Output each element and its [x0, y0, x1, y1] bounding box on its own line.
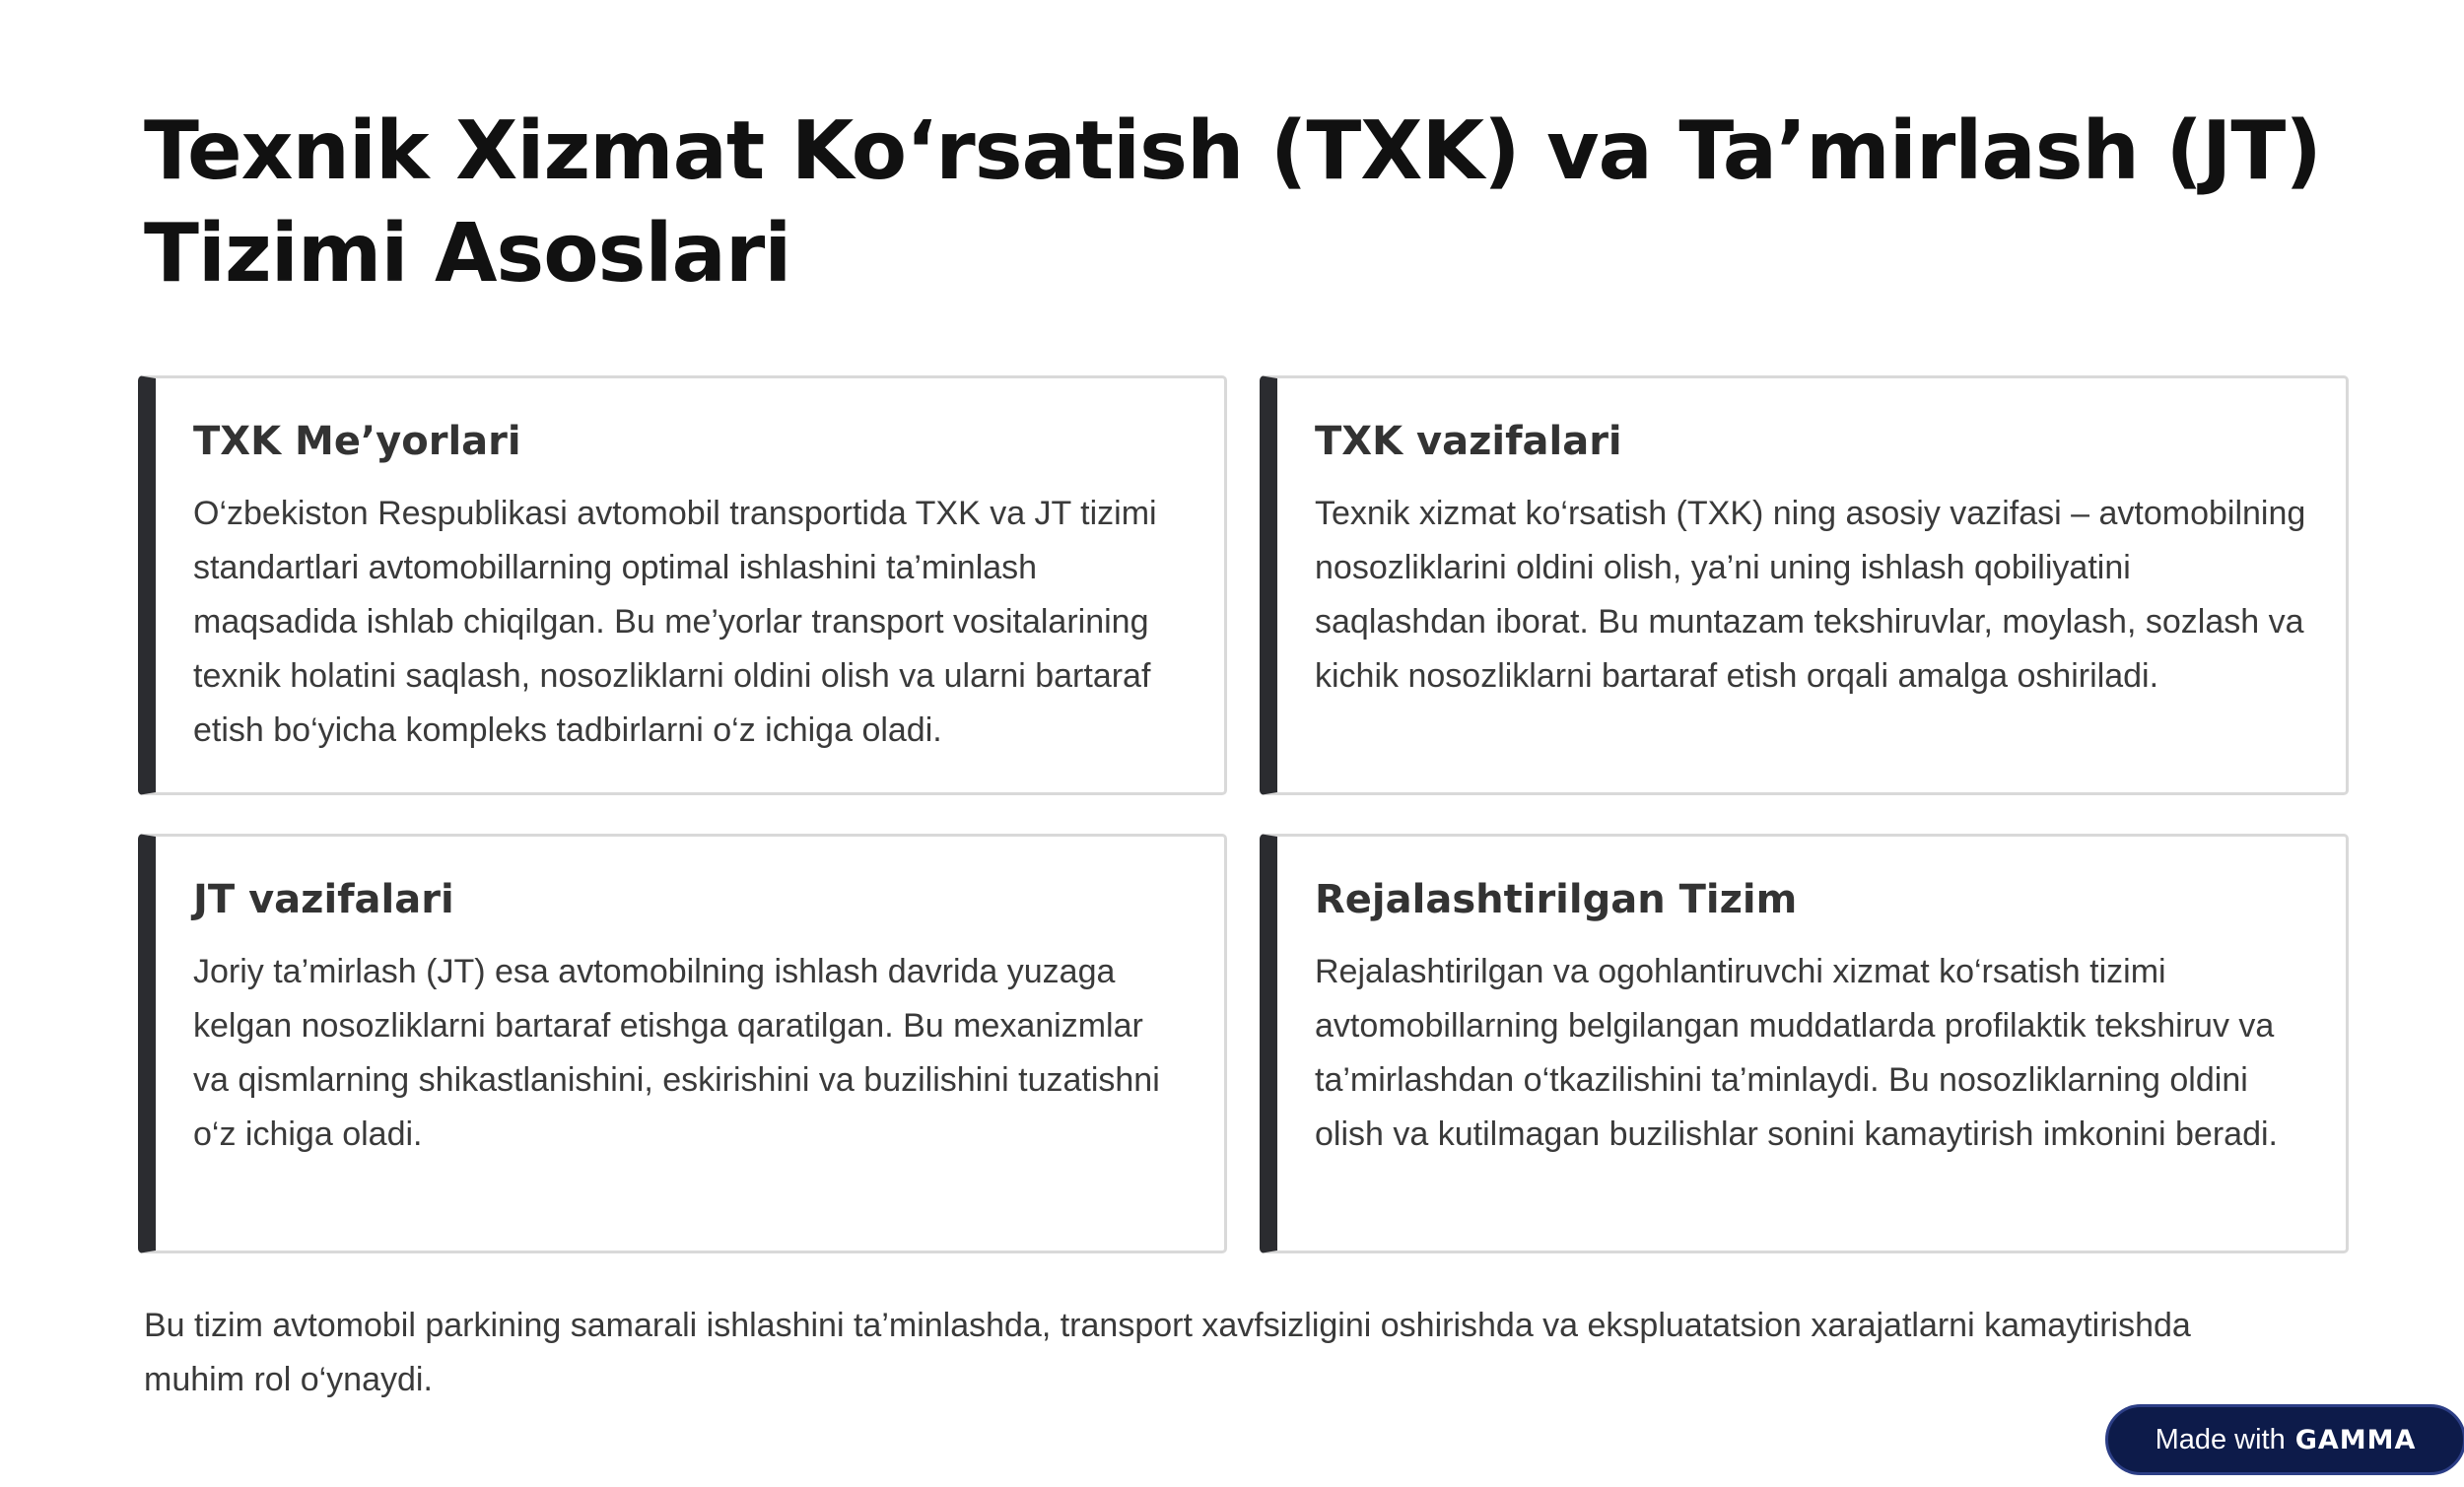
card-txk-vazifalari [1260, 375, 2349, 795]
card-title: JT vazifalari [193, 877, 454, 922]
card-title: TXK vazifalari [1315, 419, 1622, 464]
footer-summary: Bu tizim avtomobil parkining samarali ishlashini ta’minlashda, transport xavfsizligini oshirishda va ekspluatatsion xarajatlarni kamaytirishda muhim rol o‘ynaydi. [144, 1307, 2191, 1398]
badge-prefix: Made with [2155, 1423, 2286, 1455]
made-with-gamma-badge[interactable] [2105, 1404, 2464, 1475]
card-body: O‘zbekiston Respublikasi avtomobil transportida TXK va JT tizimi standartlari avtomobillarning optimal ishlashini ta’minlash maqsadida ishlab chiqilgan. Bu me’yorlar transport vositalarining texnik holatini saqlash, nosozliklarni oldini olish va ularni bartaraf etish bo‘yicha kompleks tadbirlarni o‘z ichiga oladi. [193, 495, 1157, 749]
card-title: Rejalashtirilgan Tizim [1315, 877, 1798, 922]
card-body: Rejalashtirilgan va ogohlantiruvchi xizmat ko‘rsatish tizimi avtomobillarning belgilangan muddatlarda profilaktik tekshiruv va ta’mirlashdan o‘tkazilishini ta’minlaydi. Bu nosozliklarning oldini olish va kutilmagan buzilishlar sonini kamaytirish imkonini beradi. [1315, 953, 2278, 1153]
card-body: Texnik xizmat ko‘rsatish (TXK) ning asosiy vazifasi – avtomobilning nosozliklarini oldini olish, ya’ni uning ishlash qobiliyatini saqlashdan iborat. Bu muntazam tekshiruvlar, moylash, sozlash va kichik nosozliklarni bartaraf etish orqali amalga oshiriladi. [1315, 495, 2306, 695]
card-jt-vazifalari [138, 834, 1227, 1253]
card-rejalashtirilgan-tizim [1260, 834, 2349, 1253]
page-title: Texnik Xizmat Ko‘rsatish (TXK) va Ta’mirlash (JT) Tizimi Asoslari [144, 104, 2321, 301]
card-title: TXK Me’yorlari [193, 419, 521, 464]
card-txk-meyorlari [138, 375, 1227, 795]
gamma-logo: GAMMA [2294, 1424, 2417, 1455]
card-body: Joriy ta’mirlash (JT) esa avtomobilning ishlash davrida yuzaga kelgan nosozliklarni bartaraf etishga qaratilgan. Bu mexanizmlar va qismlarning shikastlanishini, eskirishini va buzilishini tuzatishni o‘z ichiga oladi. [193, 953, 1160, 1153]
